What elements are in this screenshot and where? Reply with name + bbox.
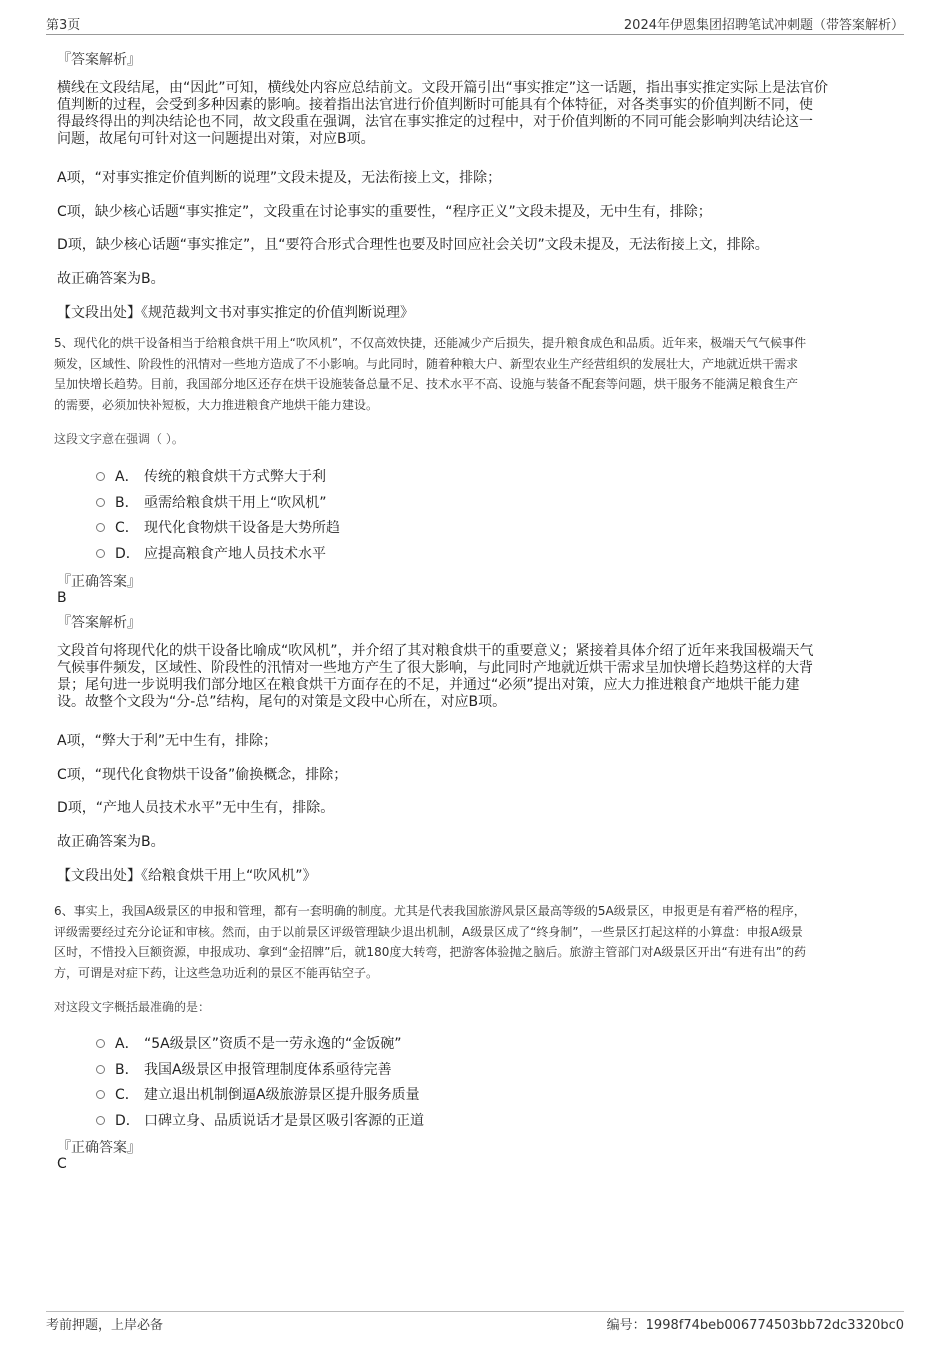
analysis-line: 值判断的过程，会受到多种因素的影响。接着指出法官进行价值判断时可能具有个体特征，对各类事实的价值判断不同，使 [57, 97, 813, 113]
question-5-prompt: 这段文字意在强调（ ）。 [54, 432, 184, 446]
code-label: 编号： [606, 1318, 646, 1333]
option-letter: A． [115, 1036, 139, 1052]
question-5-stem [54, 333, 890, 415]
analysis-paragraph [57, 80, 893, 148]
document-code [607, 1314, 904, 1333]
stem-line: 呈加快增长趋势。目前，我国部分地区还存在烘干设施装备总量不足、技术水平不高、设施与装备不配套等问题，烘干服务不能满足粮食生产 [54, 377, 799, 391]
page-number: 第3页 [46, 18, 81, 33]
option-text: “5A级景区”资质不是一劳永逸的“金饭碗” [144, 1036, 402, 1052]
page-footer [46, 1311, 904, 1333]
option-text: 应提高粮食产地人员技术水平 [144, 546, 326, 562]
option-letter: D． [115, 546, 140, 562]
option-letter: A． [115, 469, 139, 485]
radio-icon[interactable] [96, 549, 105, 558]
radio-icon[interactable] [96, 1116, 105, 1125]
radio-icon[interactable] [96, 523, 105, 532]
correct-answer-label: 『正确答案』 [57, 574, 141, 590]
option-text: 建立退出机制倒逼A级旅游景区提升服务质量 [144, 1087, 420, 1103]
option-d-explanation: D项，缺少核心话题“事实推定”，且“要符合形式合理性也要及时回应社会关切”文段未提及，无法衔接上文，排除。 [57, 237, 769, 253]
option-text: 我国A级景区申报管理制度体系亟待完善 [144, 1062, 392, 1078]
analysis-line: 文段首句将现代化的烘干设备比喻成“吹风机”，并介绍了其对粮食烘干的重要意义；紧接着具体介绍了近年来我国极端天气 [57, 643, 814, 659]
option-letter: C． [115, 520, 139, 536]
footer-slogan: 考前押题，上岸必备 [46, 1318, 164, 1333]
analysis-line: 得最终得出的判决结论也不同，故文段重在强调，法官在事实推定的过程中，对于价值判断的不同可能会影响判决结论这一 [57, 114, 813, 130]
code-value: 1998f74beb006774503bb72dc3320bc0 [645, 1318, 904, 1333]
analysis-line: 设。故整个文段为“分-总”结构，尾句的对策是文段中心所在，对应B项。 [57, 694, 507, 710]
option-letter: B． [115, 1062, 139, 1078]
radio-icon[interactable] [96, 1039, 105, 1048]
analysis-line: 气候事件频发，区域性、阶段性的汛情对一些地方产生了很大影响，与此同时产地就近烘干需求呈加快增长趋势这样的大背 [57, 660, 813, 676]
source-citation: 【文段出处】《给粮食烘干用上“吹风机”》 [57, 868, 317, 884]
stem-line: 的需要，必须加快补短板，大力推进粮食产地烘干能力建设。 [54, 397, 379, 412]
question-6-prompt: 对这段文字概括最准确的是： [54, 1000, 211, 1014]
document-title: 2024年伊恩集团招聘笔试冲刺题（带答案解析） [623, 18, 904, 33]
analysis-label: 『答案解析』 [57, 615, 141, 631]
stem-line: 5、现代化的烘干设备相当于给粮食烘干用上“吹风机”，不仅高效快捷，还能减少产后损失，提升粮食成色和品质。近年来，极端天气气候事件 [54, 336, 807, 350]
option-a-explanation: A项，“弊大于利”无中生有，排除； [57, 733, 278, 749]
analysis-line: 景；尾句进一步说明我们部分地区在粮食烘干方面存在的不足，并通过“必须”提出对策，应大力推进粮食产地烘干能力建 [57, 677, 800, 693]
option-text: 传统的粮食烘干方式弊大于利 [144, 469, 326, 485]
analysis-line: 问题，故尾句可针对这一问题提出对策，对应B项。 [57, 131, 375, 147]
correct-answer: B [57, 590, 67, 606]
option-letter: D． [115, 1113, 140, 1129]
stem-line: 6、事实上，我国A级景区的申报和管理，都有一套明确的制度。尤其是代表我国旅游风景区最高等级的5A级景区，申报更是有着严格的程序， [54, 904, 806, 918]
radio-icon[interactable] [96, 498, 105, 507]
question-6-stem [54, 901, 890, 983]
option-c-explanation: C项，“现代化食物烘干设备”偷换概念，排除； [57, 767, 348, 783]
option-text: 口碑立身、品质说话才是景区吸引客源的正道 [144, 1113, 424, 1129]
correct-answer-label: 『正确答案』 [57, 1140, 141, 1156]
page-header [46, 14, 904, 35]
option-a-explanation: A项，“对事实推定价值判断的说理”文段未提及，无法衔接上文，排除； [57, 170, 502, 186]
stem-line: 频发，区域性、阶段性的汛情对一些地方造成了不小影响。与此同时，随着种粮大户、新型农业生产经营组织的发展壮大，产地就近烘干需求 [54, 356, 799, 371]
stem-line: 评级需要经过充分论证和审核。然而，由于以前景区评级管理缺少退出机制，A级景区成了“终身制”，一些景区打起这样的小算盘：申报A级景 [54, 924, 803, 939]
source-citation: 【文段出处】《规范裁判文书对事实推定的价值判断说理》 [57, 305, 414, 321]
radio-icon[interactable] [96, 1065, 105, 1074]
analysis-paragraph [57, 643, 893, 711]
radio-icon[interactable] [96, 1090, 105, 1099]
option-letter: B． [115, 495, 139, 511]
radio-icon[interactable] [96, 472, 105, 481]
option-d-explanation: D项，“产地人员技术水平”无中生有，排除。 [57, 800, 335, 816]
option-text: 现代化食物烘干设备是大势所趋 [144, 520, 340, 536]
analysis-label: 『答案解析』 [57, 52, 141, 68]
option-c-explanation: C项，缺少核心话题“事实推定”，文段重在讨论事实的重要性，“程序正义”文段未提及，无中生有，排除； [57, 204, 712, 220]
conclusion: 故正确答案为B。 [57, 834, 165, 850]
conclusion: 故正确答案为B。 [57, 271, 165, 287]
stem-line: 方，可谓是对症下药，让这些急功近利的景区不能再钻空子。 [54, 965, 379, 980]
option-text: 亟需给粮食烘干用上“吹风机” [144, 495, 327, 511]
option-letter: C． [115, 1087, 139, 1103]
stem-line: 区时，不惜投入巨额资源，申报成功、拿到“金招牌”后，就180度大转弯，把游客体验抛之脑后。旅游主管部门对A级景区开出“有进有出”的药 [54, 945, 806, 959]
analysis-line: 横线在文段结尾，由“因此”可知，横线处内容应总结前文。文段开篇引出“事实推定”这一话题，指出事实推定实际上是法官价 [57, 80, 829, 96]
correct-answer: C [57, 1156, 67, 1172]
